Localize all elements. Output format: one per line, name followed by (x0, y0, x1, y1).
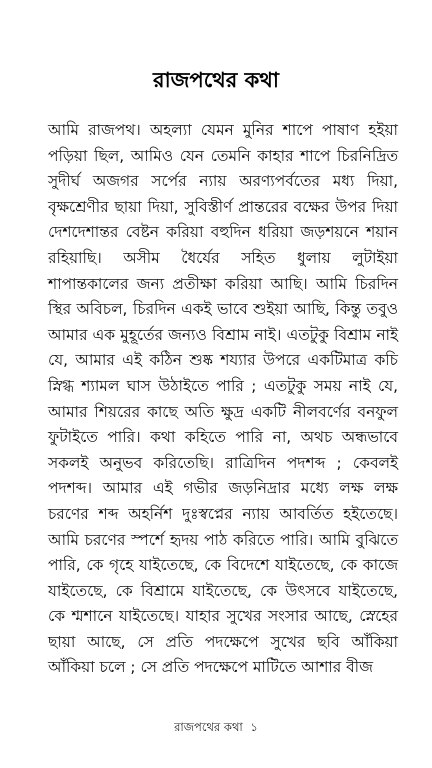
story-body-text: আমি রাজপথ। অহল্যা যেমন মুনির শাপে পাষাণ হইয়া পড়িয়া ছিল, আমিও যেন তেমনি কাহার শাপে চিরনিদ্রিত সুদীর্ঘ অজগর সর্পের ন্যায় অরণ্যপর্বতের মধ্য দিয়া, বৃক্ষশ্রেণীর ছায়া দিয়া, সুবিস্তীর্ণ প্রান্তরের বক্ষের উপর দিয়া দেশদেশান্তর বেষ্টন করিয়া বহুদিন ধরিয়া জড়শয়নে শয়ান রহিয়াছি। অসীম ধৈর্যের সহিত ধুলায় লুটাইয়া শাপান্তকালের জন্য প্রতীক্ষা করিয়া আছি। আমি চিরদিন স্থির অবিচল, চিরদিন একই ভাবে শুইয়া আছি, কিন্তু তবুও আমার এক মুহূর্তের জন্যও বিশ্রাম নাই। এতটুকু বিশ্রাম নাই যে, আমার এই কঠিন শুষ্ক শয্যার উপরে একটিমাত্র কচি স্নিগ্ধ শ্যামল ঘাস উঠাইতে পারি ; এতটুকু সময় নাই যে, আমার শিয়রের কাছে অতি ক্ষুদ্র একটি নীলবর্ণের বনফুল ফুটাইতে পারি। কথা কহিতে পারি না, অথচ অন্ধভাবে সকলই অনুভব করিতেছি। রাত্রিদিন পদশব্দ ; কেবলই পদশব্দ। আমার এই গভীর জড়নিদ্রার মধ্যে লক্ষ লক্ষ চরণের শব্দ অহর্নিশ দুঃস্বপ্নের ন্যায় আবর্তিত হইতেছে। আমি চরণের স্পর্শে হৃদয় পাঠ করিতে পারি। আমি বুঝিতে পারি, কে গৃহে যাইতেছে, কে বিদেশে যাইতেছে, কে কাজে যাইতেছে, কে বিশ্রামে যাইতেছে, কে উৎসবে যাইতেছে, কে শ্মশানে যাইতেছে। যাহার সুখের সংসার আছে, স্নেহের ছায়া আছে, সে প্রতি পদক্ষেপে সুখের ছবি আঁকিয়া আঁকিয়া চলে ; সে প্রতি পদক্ষেপে মাটিতে আশার বীজ (48, 121, 398, 677)
page-footer (0, 718, 432, 736)
story-title: রাজপথের কথা (153, 68, 279, 93)
page-number: ১ (250, 720, 258, 734)
footer-title: রাজপথের কথা (174, 720, 243, 734)
